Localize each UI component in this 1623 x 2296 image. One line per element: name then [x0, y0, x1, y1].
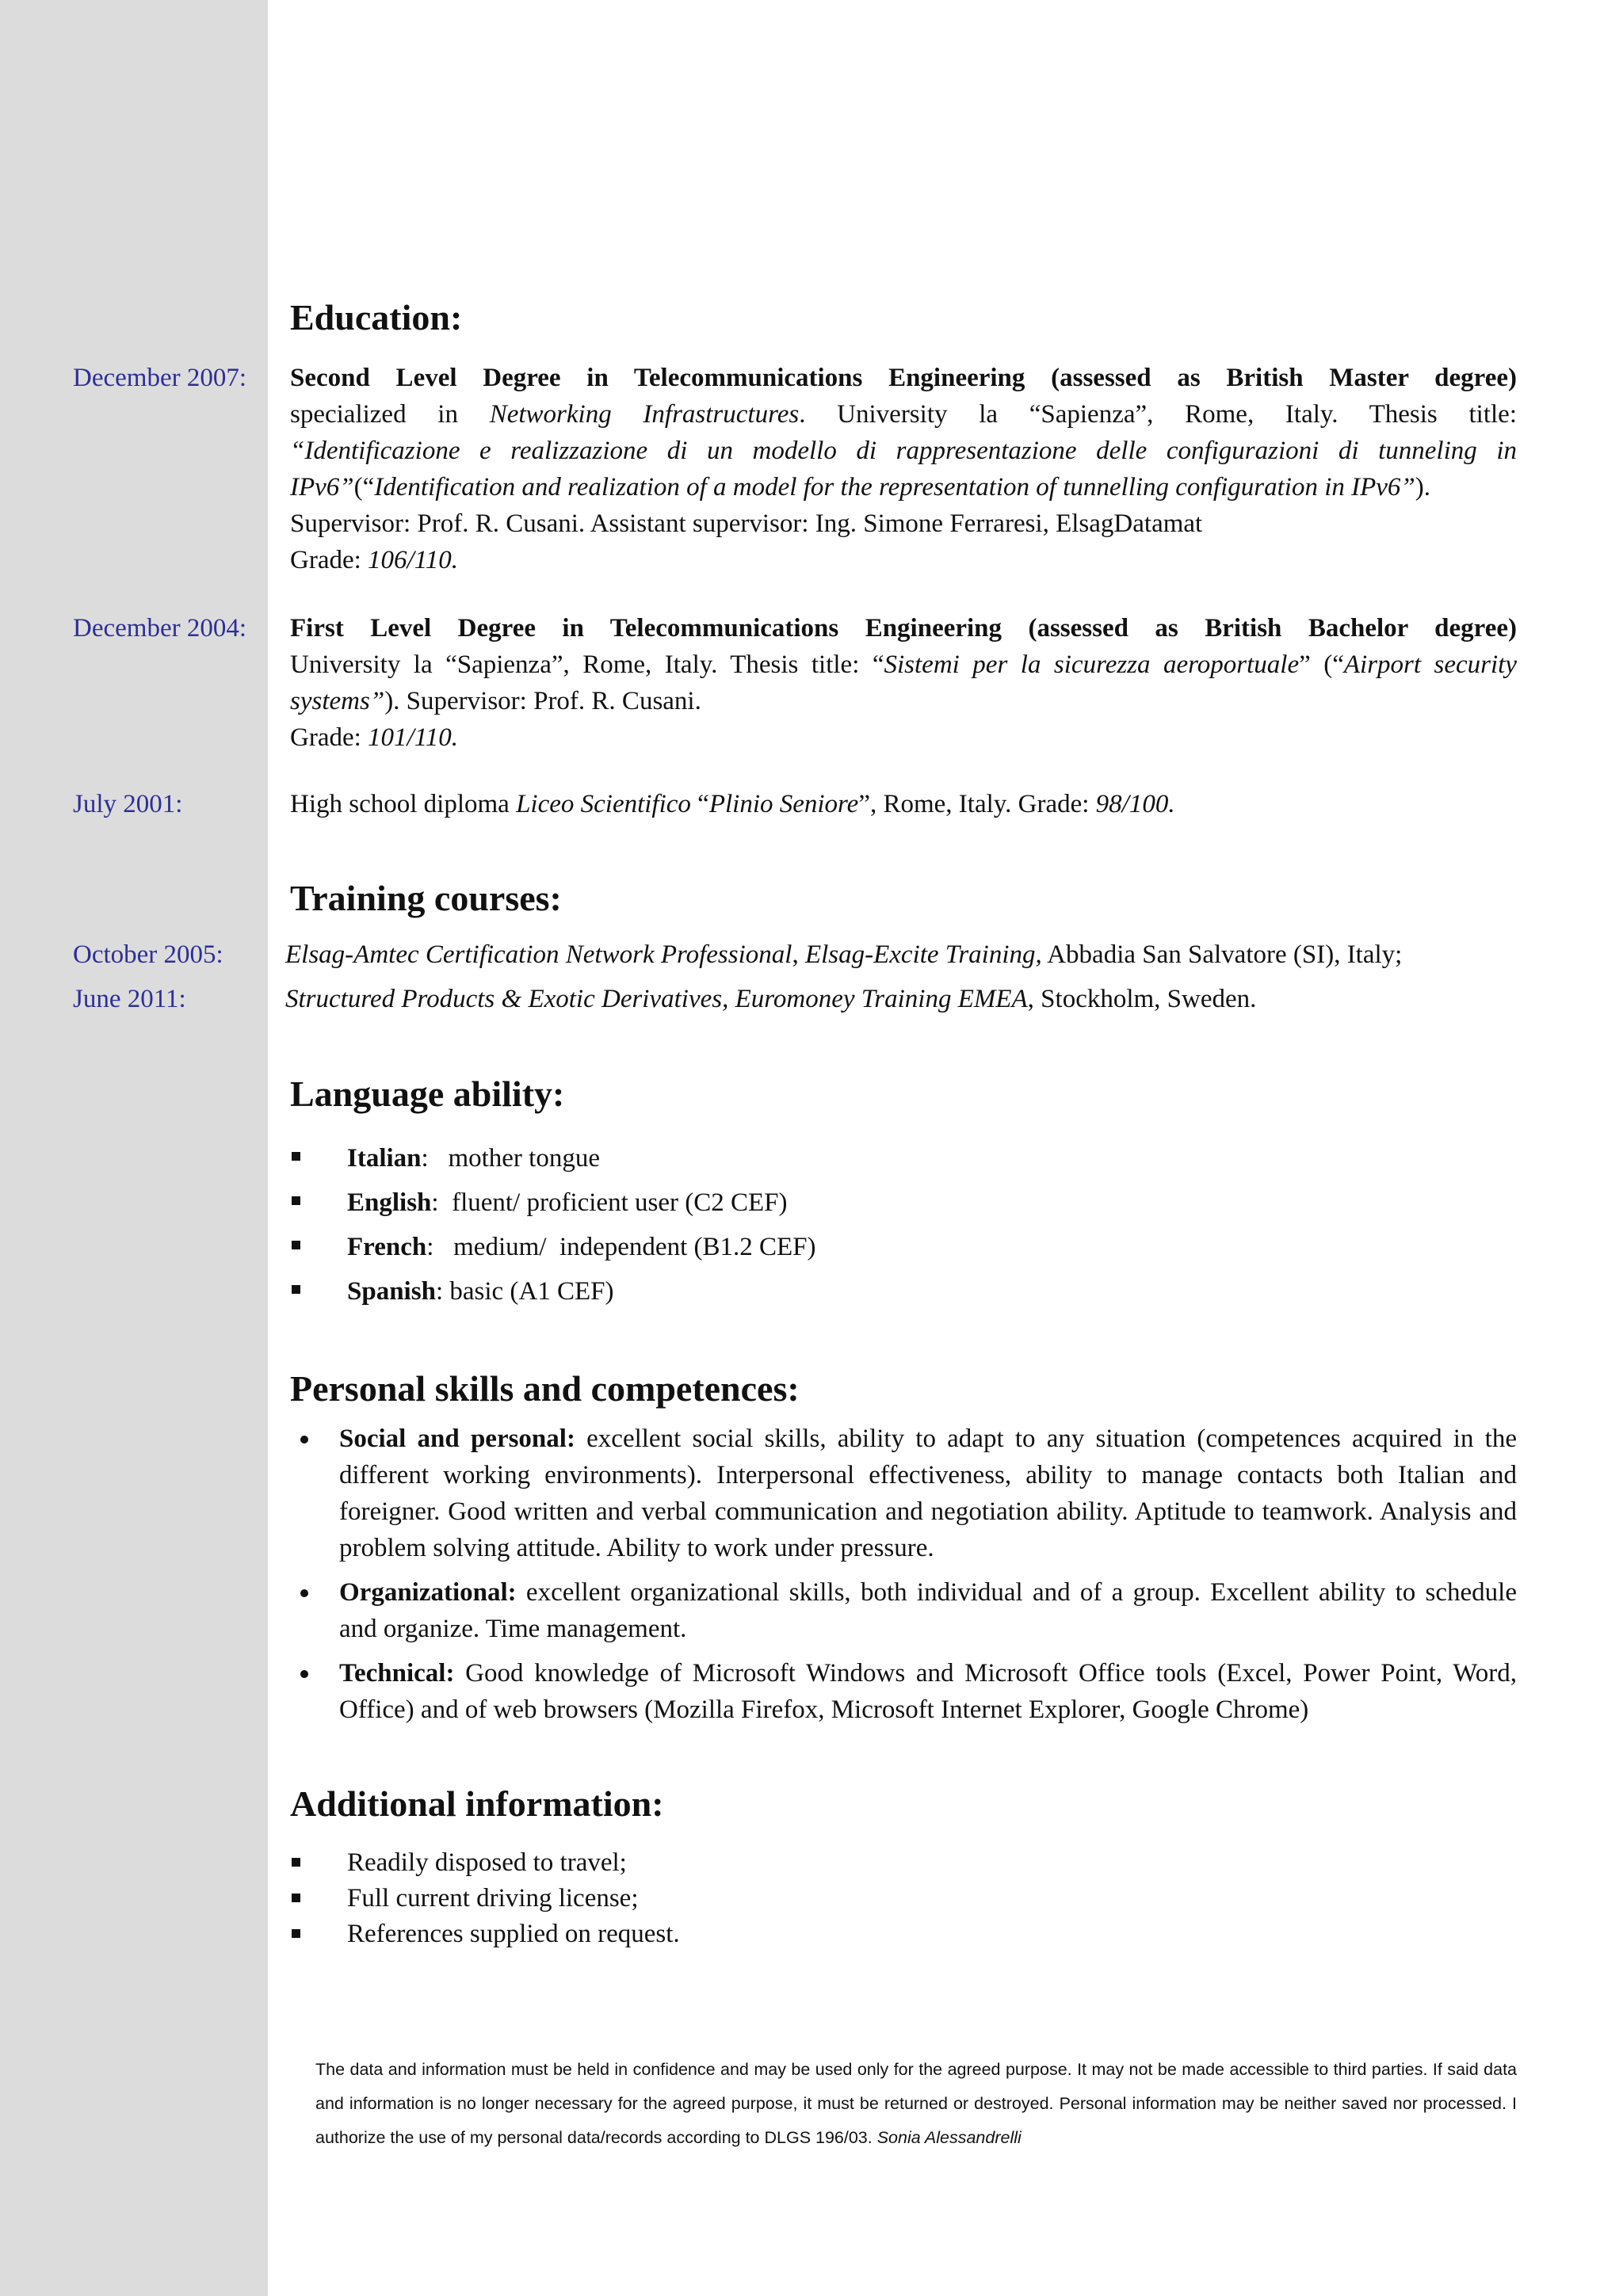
round-bullet-icon	[300, 1589, 308, 1597]
left-sidebar-band	[0, 0, 268, 2296]
list-item: French: medium/ independent (B1.2 CEF)	[290, 1225, 816, 1269]
languages-heading: Language ability:	[290, 1074, 565, 1114]
education-heading: Education:	[290, 297, 463, 338]
education-entry-2007: Second Level Degree in Telecommunications Engineering (assessed as British Master degree) specialized in Networking Infrastructures. University la “Sapienza”, Rome, Italy. Thesis title: “Identificazione e realizzazione di un modello di rappresentazione delle configurazioni di tunneling in IPv6”(“Identification and realization of a model for the representation of tunnelling configuration in IPv6”). Supervisor: Prof. R. Cusani. Assistant supervisor: Ing. Simone Ferraresi, ElsagDatamat Grade: 106/110.	[290, 364, 1517, 574]
training-course-2005: Elsag-Amtec Certification Network Professional, Elsag-Excite Training, Abbadia San Salvatore (SI), Italy;	[285, 940, 1403, 969]
square-bullet-icon	[292, 1285, 300, 1294]
square-bullet-icon	[292, 1196, 300, 1205]
additional-heading: Additional information:	[290, 1783, 664, 1824]
training-date-2011: June 2011:	[73, 985, 186, 1013]
list-item: References supplied on request.	[290, 1917, 680, 1952]
education-date-2001: July 2001:	[73, 790, 183, 818]
list-item: English: fluent/ proficient user (C2 CEF)	[290, 1180, 816, 1225]
training-heading: Training courses:	[290, 878, 562, 918]
list-item: Spanish: basic (A1 CEF)	[290, 1269, 816, 1314]
education-entry-2004: First Level Degree in Telecommunications Engineering (assessed as British Bachelor degree) University la “Sapienza”, Rome, Italy. Thesis title: “Sistemi per la sicurezza aeroportuale” (“Airport security systems”). Supervisor: Prof. R. Cusani. Grade: 101/110.	[290, 614, 1517, 752]
list-item: Organizational: excellent organizational skills, both individual and of a group. Excellent ability to schedule and organize. Time management.	[290, 1574, 1517, 1647]
training-date-2005: October 2005:	[73, 940, 223, 969]
square-bullet-icon	[292, 1858, 300, 1867]
round-bullet-icon	[300, 1670, 308, 1678]
languages-list	[290, 1136, 816, 1314]
square-bullet-icon	[292, 1152, 300, 1161]
skills-list	[290, 1421, 1517, 1736]
list-item: Full current driving license;	[290, 1881, 680, 1917]
education-entry-2001: High school diploma Liceo Scientifico “Plinio Seniore”, Rome, Italy. Grade: 98/100.	[290, 790, 1175, 818]
list-item: Italian: mother tongue	[290, 1136, 816, 1180]
education-date-2004: December 2004:	[73, 614, 246, 643]
skills-heading: Personal skills and competences:	[290, 1368, 800, 1409]
round-bullet-icon	[300, 1436, 308, 1444]
list-item: Social and personal: excellent social skills, ability to adapt to any situation (competences acquired in the different working environments). Interpersonal effectiveness, ability to manage contacts both Italian and foreigner. Good written and verbal communication and negotiation ability. Aptitude to teamwork. Analysis and problem solving attitude. Ability to work under pressure.	[290, 1421, 1517, 1566]
signature-name: Sonia Alessandrelli	[876, 2128, 1022, 2147]
square-bullet-icon	[292, 1929, 300, 1938]
privacy-disclaimer: The data and information must be held in confidence and may be used only for the agreed purpose. It may not be made accessible to third parties. If said data and information is no longer necessary for the agreed purpose, it must be returned or destroyed. Personal information may be neither saved nor processed. I authorize the use of my personal data/records according to DLGS 196/03. Sonia Alessandrelli	[315, 2060, 1517, 2147]
additional-list	[290, 1845, 680, 1952]
square-bullet-icon	[292, 1894, 300, 1902]
education-date-2007: December 2007:	[73, 364, 246, 392]
training-course-2011: Structured Products & Exotic Derivatives, Euromoney Training EMEA, Stockholm, Sweden.	[285, 985, 1257, 1013]
list-item: Technical: Good knowledge of Microsoft Windows and Microsoft Office tools (Excel, Power Point, Word, Office) and of web browsers (Mozilla Firefox, Microsoft Internet Explorer, Google Chrome)	[290, 1655, 1517, 1728]
square-bullet-icon	[292, 1241, 300, 1249]
list-item: Readily disposed to travel;	[290, 1845, 680, 1881]
